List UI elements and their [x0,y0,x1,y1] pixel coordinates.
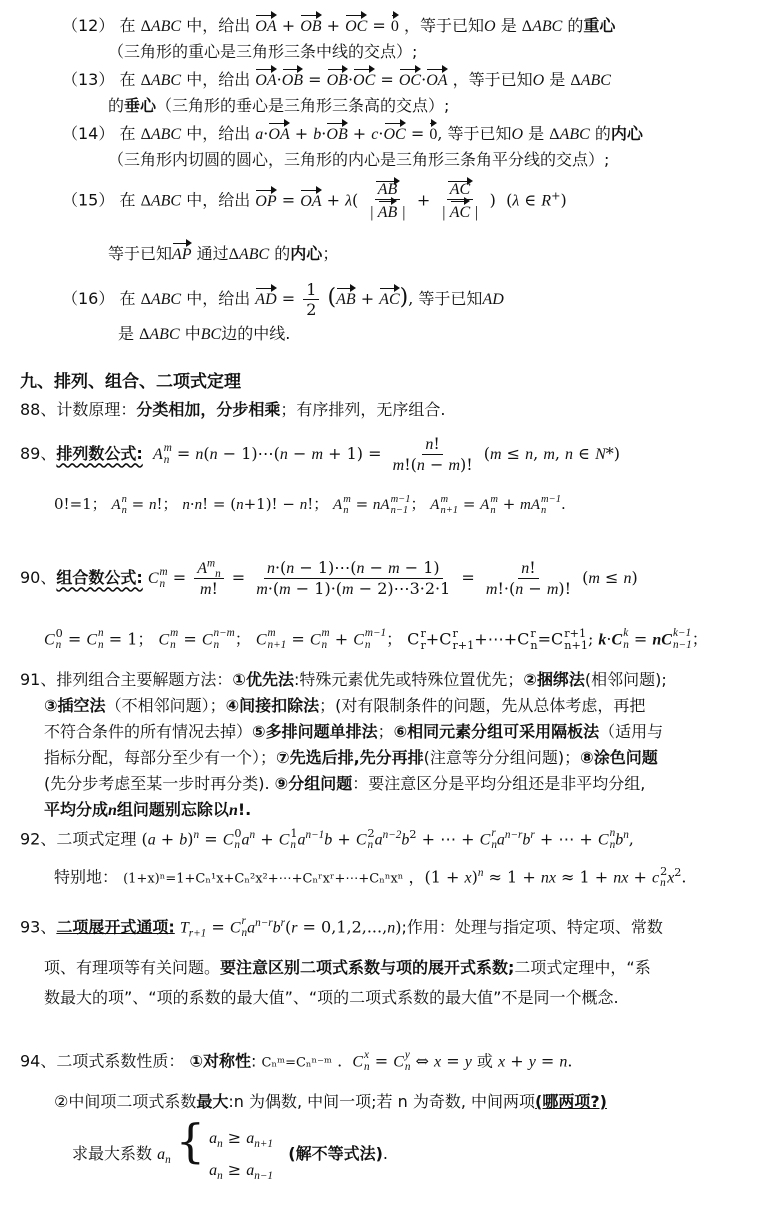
item-16-line-2: 是 ΔABC 中BC边的中线. [118,324,291,343]
counting-principle-keyword: 分类相加，分步相乘 [136,400,281,419]
general-term-keyword: 二项展开式通项: [56,917,175,937]
item-91-line-5: (先分步考虑至某一步时再分类). ⑨分组问题：要注意区分是平均分组还是非平均分组, [44,774,646,793]
item-93-number: 93、 [20,917,57,937]
item-15-number: （15） [62,190,115,210]
item-12-number: （12） [62,16,115,35]
item-90-identities: C 0 n = C n n = 1； C m n = C n−m n ； C m n+1 = C m n + C m−1 n ； C r r +C r r+1 +⋯+C r n =C r+1 n+1 ; k·C k n = nC k−1 n−1 ； [44,627,708,652]
item-13-line-1: （13） 在 ΔABC 中，给出 OA·OB = OB·OC = OC·OA ，等于已知O 是 ΔABC [62,70,611,89]
item-16-line-1: （16） 在 ΔABC 中，给出 AD = $\frac{1}{2}$ (AB + AC), 等于已知AD [62,280,504,320]
item-89: 89、排列数公式: A m n = n(n − 1)⋯(n − m + 1) = $\frac{n!}{m!(n - m)!}$ (m ≤ n, m, n ∈ N*) [20,434,620,475]
item-90-number: 90、 [20,568,57,588]
item-91-line-6: 平均分成n组问题别忘除以n!. [44,800,252,819]
item-91-line-4: 指标分配，每部分至少有一个）；⑦先选后排,先分再排(注意等分分组问题)；⑧涂色问题 [44,748,658,767]
incenter-keyword-2: 内心 [290,244,323,263]
inequality-system: $a_n \ge a_{n+1}$ $a_n \ge a_{n-1}$ [209,1128,273,1182]
symmetry-keyword: ①对称性 [189,1051,252,1071]
item-14-line-1: （14） 在 ΔABC 中，给出 a·OA + b·OB + c·OC = 0, 等于已知O 是 ΔABC 的内心 [62,124,643,143]
item-94-line-1: 94、二项式系数性质： ①对称性: Cₙᵐ=Cₙⁿ⁻ᵐ . C x n = C y n ⇔ x = y 或 x + y = n. [20,1049,573,1073]
item-91-number: 91、 [20,670,57,689]
item-14-note: （三角形内切圆的圆心，三角形的内心是三角形三条角平分线的交点）; [108,150,610,169]
item-93-line-3: 数最大的项”、“项的系数的最大值”、“项的二项式系数的最大值”不是同一个概念. [44,988,619,1007]
item-93-line-1: 93、二项展开式通项: $T_{r+1} = C$ r n $a^{n-r}b^r(r = 0,1,2,...,n)$;作用：处理与指定项、特定项、常数 [20,915,663,940]
item-90: 90、组合数公式: C m n = $\frac{A^m_n}{m!}$ = $\frac{n\cdot(n - 1)\cdots(n - m - 1)}{m\cdot(m - 1)\cdot(m - 2)\cdots 3\cdot 2\cdot 1}$ = $\frac{n!}{m!\cdot(n - m)!}$ (m ≤ n) [20,557,638,599]
item-89-identities: 0!=1； A n n = n!； n·n! = (n+1)! − n!； A m n = nA m−1 n−1 ； A m n+1 = A m n + mA m−1 n . [54,494,566,517]
orthocenter-keyword: 垂心 [124,96,157,115]
item-94-line-2: ②中间项二项式系数最大:n 为偶数, 中间一项;若 n 为奇数, 中间两项(哪两项?) [54,1092,607,1111]
centroid-keyword: 重心 [583,16,616,35]
item-91-line-1: 91、排列组合主要解题方法：①优先法:特殊元素优先或特殊位置优先；②捆绑法(相邻问题); [20,670,667,689]
section-9-title: 九、排列、组合、二项式定理 [20,372,241,392]
item-92: 92、二项式定理 $(a + b)^n = C$ 0 n $a^n + C$ 1 n $a^{n-1}b + C$ 2 n $a^{n-2}b^2$ + ⋯ + C r n $a^{n-r}b^r$ + ⋯ + C n n $b^n$, [20,827,634,851]
item-15-line-1: （15） 在 ΔABC 中，给出 OP = OA + λ( $\frac{AB}{| AB |}$ + $\frac{AC}{| AC |}$ ) (λ ∈ R+) [62,181,567,222]
item-89-number: 89、 [20,444,57,464]
combination-formula-keyword: 组合数公式: [56,568,143,588]
item-12-line-1: （12） 在 ΔABC 中，给出 OA + OB + OC = 0 ，等于已知O 是 ΔABC 的重心 [62,16,616,35]
item-93-line-2: 项、有理项等有关问题。要注意区别二项式系数与项的展开式系数;二项式定理中，“系 [44,958,651,977]
item-13-number: （13） [62,70,115,89]
item-92-number: 92、 [20,829,57,849]
item-88-number: 88、 [20,400,57,419]
item-91-line-3: 不符合条件的所有情况去掉）⑤多排问题单排法；⑥相同元素分组可采用隔板法（适用与 [44,722,664,741]
item-94-number: 94、 [20,1051,57,1071]
incenter-keyword: 内心 [610,124,643,143]
item-15-line-2: 等于已知AP 通过ΔABC 的内心； [108,244,339,263]
item-92-special: 特别地： (1+x)ⁿ=1+Cₙ¹x+Cₙ²x²+⋯+Cₙʳxʳ+⋯+Cₙⁿxⁿ ，$(1 + x)^n \approx 1$ + nx ≈ 1 + nx + c 2 n $x^2$. [54,865,687,889]
item-14-number: （14） [62,124,115,143]
item-12-note: （三角形的重心是三角形三条中线的交点）; [108,42,418,61]
item-13-line-2: 的垂心（三角形的垂心是三角形三条高的交点）; [108,96,450,115]
item-88: 88、计数原理：分类相加，分步相乘；有序排列，无序组合. [20,400,446,419]
item-91-line-2: ③插空法（不相邻问题）；④间接扣除法；(对有限制条件的问题，先从总体考虑，再把 [44,696,646,715]
item-16-number: （16） [62,289,115,309]
item-94-line-3: 求最大系数 $a_n$ { $a_n \ge a_{n+1}$ $a_n \ge a_{n-1}$ (解不等式法). [72,1120,388,1186]
binomial-special-case: (1+x)ⁿ=1+Cₙ¹x+Cₙ²x²+⋯+Cₙʳxʳ+⋯+Cₙⁿxⁿ [123,871,404,887]
permutation-formula-keyword: 排列数公式: [56,444,143,464]
